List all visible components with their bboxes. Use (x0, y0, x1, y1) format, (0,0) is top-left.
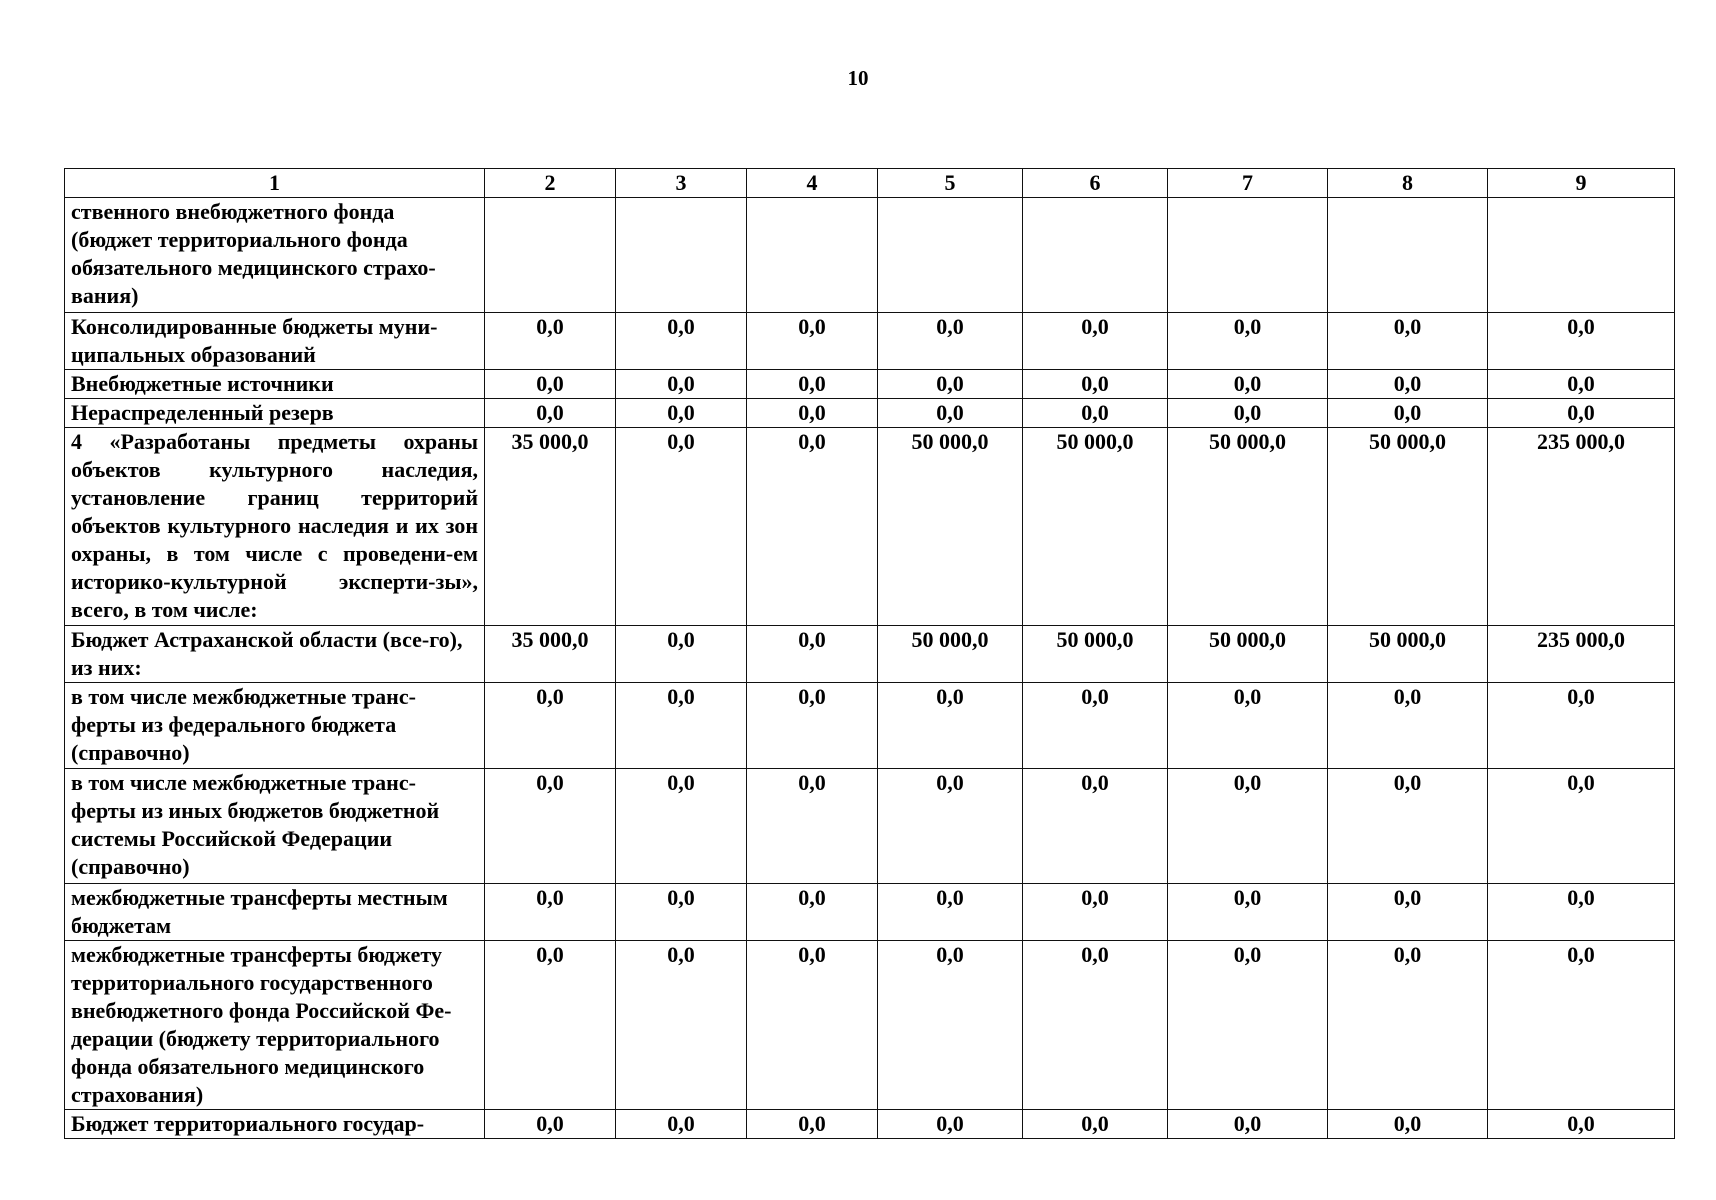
table-row (65, 428, 1675, 626)
row-value: 0,0 (1488, 370, 1675, 399)
row-value (1168, 198, 1328, 313)
row-value: 0,0 (1488, 1110, 1675, 1139)
row-value: 0,0 (1023, 313, 1168, 370)
row-value: 50 000,0 (878, 626, 1023, 683)
row-value: 0,0 (747, 313, 878, 370)
row-value: 0,0 (485, 313, 616, 370)
column-header: 5 (878, 169, 1023, 198)
row-value: 0,0 (878, 683, 1023, 769)
row-value: 0,0 (1488, 941, 1675, 1110)
column-header: 7 (1168, 169, 1328, 198)
row-value: 0,0 (1328, 884, 1488, 941)
row-value (1023, 198, 1168, 313)
row-value: 0,0 (1168, 399, 1328, 428)
row-value: 0,0 (878, 941, 1023, 1110)
row-value: 0,0 (747, 370, 878, 399)
table-row (65, 626, 1675, 683)
row-value: 0,0 (485, 1110, 616, 1139)
row-value (878, 198, 1023, 313)
budget-table (64, 168, 1675, 1139)
row-label: Консолидированные бюджеты муни-ципальных образований (65, 313, 485, 370)
row-value: 35 000,0 (485, 626, 616, 683)
row-value: 0,0 (878, 313, 1023, 370)
row-label: 4 «Разработаны предметы охраны объектов культурного наследия, установление границ территорий объектов культурного наследия и их зон охраны, в том числе с проведени-ем историко-культурной эксперти-зы», всего, в том числе: (65, 428, 485, 626)
row-label: в том числе межбюджетные транс-ферты из иных бюджетов бюджетной системы Российской Федерации (справочно) (65, 769, 485, 884)
table-row (65, 769, 1675, 884)
row-value: 0,0 (1328, 1110, 1488, 1139)
row-value: 35 000,0 (485, 428, 616, 626)
row-label: ственного внебюджетного фонда (бюджет территориального фонда обязательного медицинского страхо-вания) (65, 198, 485, 313)
row-value: 0,0 (1168, 683, 1328, 769)
row-value: 0,0 (616, 769, 747, 884)
row-label: межбюджетные трансферты бюджету территориального государственного внебюджетного фонда Российской Фе-дерации (бюджету территориального фонда обязательного медицинского страхования) (65, 941, 485, 1110)
row-value: 0,0 (1023, 884, 1168, 941)
row-value: 0,0 (1168, 884, 1328, 941)
row-value: 0,0 (1488, 884, 1675, 941)
row-value: 0,0 (1023, 370, 1168, 399)
row-label: в том числе межбюджетные транс-ферты из федерального бюджета (справочно) (65, 683, 485, 769)
row-value: 0,0 (1168, 370, 1328, 399)
table-row (65, 370, 1675, 399)
row-label: Бюджет территориального государ- (65, 1110, 485, 1139)
row-value: 0,0 (1168, 1110, 1328, 1139)
column-header: 9 (1488, 169, 1675, 198)
row-value: 0,0 (485, 370, 616, 399)
row-value: 0,0 (485, 769, 616, 884)
row-value (1328, 198, 1488, 313)
row-value: 0,0 (1488, 313, 1675, 370)
row-label: Бюджет Астраханской области (все-го), из них: (65, 626, 485, 683)
row-value: 0,0 (1488, 399, 1675, 428)
row-value: 0,0 (1168, 941, 1328, 1110)
row-value (485, 198, 616, 313)
row-value: 0,0 (747, 884, 878, 941)
row-value: 0,0 (1328, 313, 1488, 370)
table-row (65, 683, 1675, 769)
row-value: 0,0 (485, 683, 616, 769)
row-value: 0,0 (1168, 313, 1328, 370)
page-number: 10 (847, 66, 869, 90)
row-value: 235 000,0 (1488, 428, 1675, 626)
row-value: 50 000,0 (1168, 428, 1328, 626)
row-value: 0,0 (616, 428, 747, 626)
row-value: 0,0 (747, 399, 878, 428)
row-value: 0,0 (485, 399, 616, 428)
row-value: 235 000,0 (1488, 626, 1675, 683)
row-value: 0,0 (616, 1110, 747, 1139)
table-row (65, 1110, 1675, 1139)
row-value: 0,0 (1488, 683, 1675, 769)
row-value: 0,0 (1168, 769, 1328, 884)
row-value: 0,0 (616, 313, 747, 370)
row-value: 0,0 (1023, 399, 1168, 428)
column-header: 8 (1328, 169, 1488, 198)
header-row (65, 169, 1675, 198)
column-header: 2 (485, 169, 616, 198)
column-header: 3 (616, 169, 747, 198)
row-value: 0,0 (1328, 941, 1488, 1110)
row-value: 0,0 (747, 1110, 878, 1139)
row-value: 50 000,0 (1328, 428, 1488, 626)
row-value: 50 000,0 (1023, 428, 1168, 626)
row-label: Внебюджетные источники (65, 370, 485, 399)
row-value: 0,0 (616, 626, 747, 683)
row-value (1488, 198, 1675, 313)
row-value: 0,0 (1023, 941, 1168, 1110)
row-value: 0,0 (1328, 769, 1488, 884)
row-value (616, 198, 747, 313)
row-value: 0,0 (1023, 1110, 1168, 1139)
column-header: 6 (1023, 169, 1168, 198)
table-row (65, 313, 1675, 370)
row-value: 0,0 (616, 941, 747, 1110)
row-value: 0,0 (616, 399, 747, 428)
row-value: 0,0 (1488, 769, 1675, 884)
column-header: 4 (747, 169, 878, 198)
row-value: 0,0 (747, 428, 878, 626)
row-value: 0,0 (1328, 683, 1488, 769)
row-value: 0,0 (878, 884, 1023, 941)
table-row (65, 884, 1675, 941)
row-value: 0,0 (485, 884, 616, 941)
column-header: 1 (65, 169, 485, 198)
row-value: 0,0 (1328, 370, 1488, 399)
row-value: 50 000,0 (1328, 626, 1488, 683)
row-value: 50 000,0 (1023, 626, 1168, 683)
row-value: 0,0 (485, 941, 616, 1110)
table-row (65, 399, 1675, 428)
row-value: 0,0 (747, 769, 878, 884)
row-value: 0,0 (878, 370, 1023, 399)
row-value: 0,0 (747, 941, 878, 1110)
row-value: 0,0 (1023, 683, 1168, 769)
row-value (747, 198, 878, 313)
row-value: 0,0 (1328, 399, 1488, 428)
row-value: 0,0 (616, 683, 747, 769)
row-value: 0,0 (747, 626, 878, 683)
row-value: 50 000,0 (1168, 626, 1328, 683)
row-value: 0,0 (1023, 769, 1168, 884)
row-label: межбюджетные трансферты местным бюджетам (65, 884, 485, 941)
row-value: 0,0 (616, 884, 747, 941)
table-row (65, 198, 1675, 313)
row-value: 50 000,0 (878, 428, 1023, 626)
table-row (65, 941, 1675, 1110)
row-value: 0,0 (878, 769, 1023, 884)
row-value: 0,0 (878, 399, 1023, 428)
row-value: 0,0 (878, 1110, 1023, 1139)
row-value: 0,0 (616, 370, 747, 399)
row-value: 0,0 (747, 683, 878, 769)
row-label: Нераспределенный резерв (65, 399, 485, 428)
